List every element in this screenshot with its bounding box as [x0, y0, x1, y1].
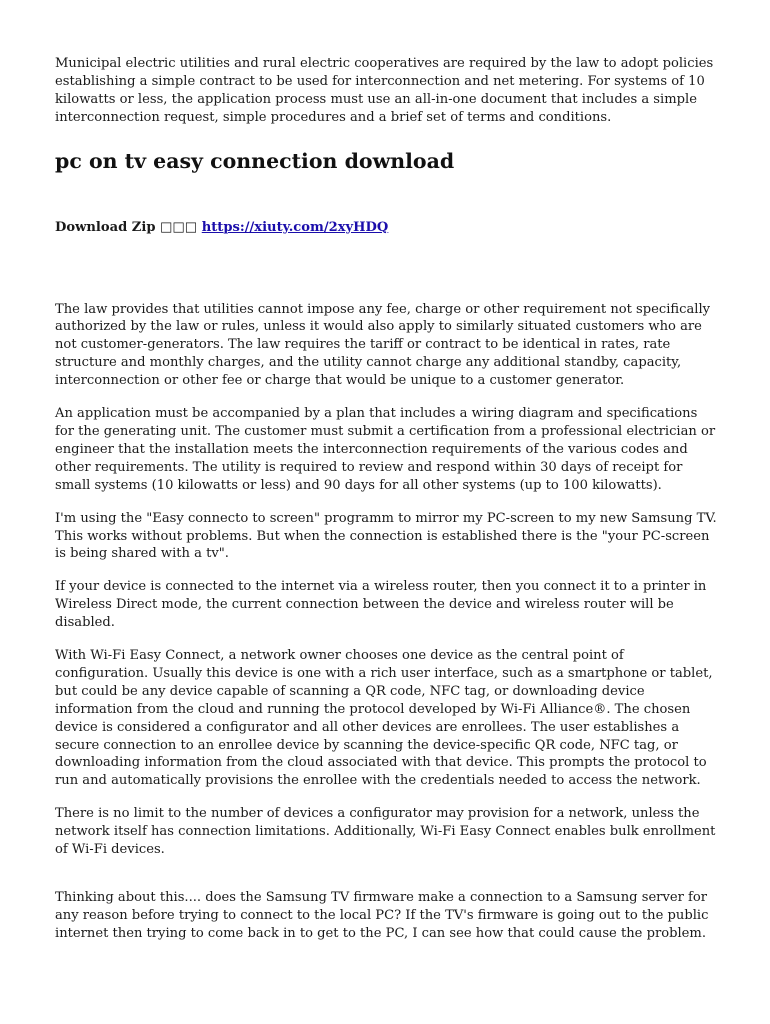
missing-glyph-icons: □□□: [160, 219, 198, 235]
paragraph-bulk-enrollment: There is no limit to the number of devices a configurator may provision for a network, unless the network itself has connection limitations. Additionally, Wi-Fi Easy Connect enables bulk enrollment of Wi-Fi devices.: [55, 806, 716, 858]
paragraph-wifi-easy-connect: With Wi-Fi Easy Connect, a network owner chooses one device as the central point of configuration. Usually this device is one with a rich user interface, such as a smartphone or tablet, but could be any device capable of scanning a QR code, NFC tag, or downloading device information from the cloud and running the protocol developed by Wi-Fi Alliance®. The chosen device is considered a configurator and all other devices are enrollees. The user establishes a secure connection to an enrollee device by scanning the device-specific QR code, NFC tag, or downloading information from the cloud associated with that device. This prompts the protocol to run and automatically provisions the enrollee with the credentials needed to access the network.: [55, 648, 713, 789]
page-title: pc on tv easy connection download: [55, 148, 455, 173]
paragraph-application: An application must be accompanied by a plan that includes a wiring diagram and specifications for the generating unit. The customer must submit a certification from a professional electrician or engineer that the installation meets the interconnection requirements of the various codes and other requirements. The utility is required to review and respond within 30 days of receipt for small systems (10 kilowatts or less) and 90 days for all other systems (up to 100 kilowatts).: [55, 406, 716, 493]
download-label: Download Zip: [55, 219, 156, 235]
intro-paragraph: Municipal electric utilities and rural electric cooperatives are required by the law to adopt policies establishing a simple contract to be used for interconnection and net metering. For systems of 10 kilowatts or less, the application process must use an all-in-one document that includes a simple interconnection request, simple procedures and a brief set of terms and conditions.: [55, 56, 714, 125]
paragraph-samsung-firmware: Thinking about this.... does the Samsung TV firmware make a connection to a Samsung server for any reason before trying to connect to the local PC? If the TV's firmware is going out to the public internet then trying to come back in to get to the PC, I can see how that could cause the problem.: [55, 890, 709, 941]
paragraph-wireless-direct: If your device is connected to the internet via a wireless router, then you connect it to a printer in Wireless Direct mode, the current connection between the device and wireless router will be disabled.: [55, 579, 707, 631]
download-link[interactable]: https://xiuty.com/2xyHDQ: [201, 219, 389, 235]
download-line: [55, 219, 719, 237]
article-body: [55, 301, 719, 943]
paragraph-easy-connect-tv: I'm using the "Easy connecto to screen" programm to mirror my PC-screen to my new Samsung TV. This works without problems. But when the connection is established there is the "your PC-screen is being shared with a tv".: [55, 510, 717, 562]
document-page: [55, 55, 719, 958]
paragraph-fees: The law provides that utilities cannot impose any fee, charge or other requirement not specifically authorized by the law or rules, unless it would also apply to similarly situated customers who are not customer-generators. The law requires the tariff or contract to be identical in rates, rate structure and monthly charges, and the utility cannot charge any additional standby, capacity, interconnection or other fee or charge that would be unique to a customer generator.: [55, 301, 711, 389]
